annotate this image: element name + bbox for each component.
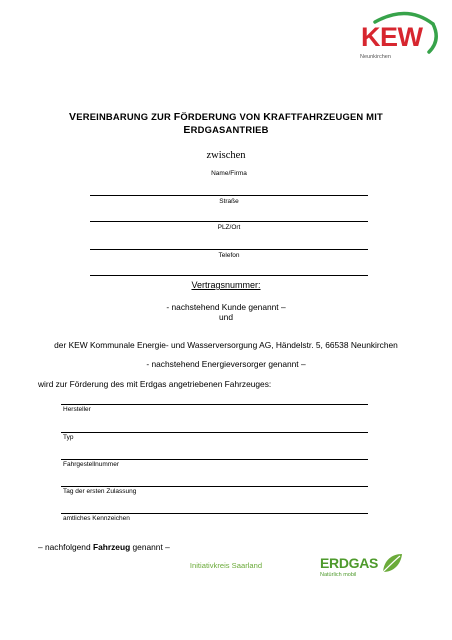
field-caption-city: PLZ/Ort <box>217 224 241 231</box>
field-caption-phone: Telefon <box>218 252 240 259</box>
erdgas-logo-subtext: Natürlich mobil <box>320 572 357 578</box>
title-cap: K <box>263 111 271 123</box>
field-caption-name: Name/Firma <box>211 170 247 177</box>
between-word: zwischen <box>206 150 246 161</box>
vehicle-role-bold: Fahrzeug <box>92 542 131 552</box>
erdgas-logo-text: ERDGAS <box>320 555 379 571</box>
field-line-manufacturer[interactable] <box>61 404 368 405</box>
supplier-line: der KEW Kommunale Energie- und Wasserversorgung AG, Händelstr. 5, 66538 Neunkirchen <box>54 340 398 350</box>
erdgas-logo <box>320 552 420 582</box>
field-line-city[interactable] <box>90 221 368 222</box>
field-line-license-plate[interactable] <box>61 513 368 514</box>
vehicle-label-type: Typ <box>63 434 74 441</box>
purpose-line: wird zur Förderung des mit Erdgas angetriebenen Fahrzeuges: <box>38 379 272 389</box>
title-rest: EREINBARUNG ZUR <box>76 111 174 122</box>
title-cap: E <box>183 124 191 136</box>
vehicle-label-manufacturer: Hersteller <box>63 406 91 413</box>
title-rest: RAFTFAHRZEUGEN MIT <box>271 111 383 122</box>
title-cap: F <box>173 111 181 123</box>
customer-role-line2: und <box>219 312 233 322</box>
vehicle-label-license-plate: amtliches Kennzeichen <box>63 515 130 522</box>
initiative-saarland-text: Initiativkreis Saarland <box>189 561 263 570</box>
vehicle-label-vin: Fahrgestellnummer <box>63 461 119 468</box>
document-title-line1 <box>60 111 392 123</box>
field-line-contract[interactable] <box>90 275 368 276</box>
supplier-role: - nachstehend Energieversorger genannt – <box>146 359 306 369</box>
field-line-street[interactable] <box>90 195 368 196</box>
field-caption-street: Straße <box>219 198 239 205</box>
field-line-registration-date[interactable] <box>61 486 368 487</box>
leaf-icon <box>380 552 404 576</box>
vehicle-role <box>38 542 170 552</box>
document-title-line2 <box>60 124 392 136</box>
title-cap: V <box>69 111 77 123</box>
vehicle-role-prefix: – nachfolgend <box>38 542 93 552</box>
kew-logo <box>355 10 441 66</box>
field-line-vin[interactable] <box>61 459 368 460</box>
kew-logo-text: KEW <box>361 22 423 52</box>
title-rest: ÖRDERUNG VON <box>180 111 264 122</box>
kew-logo-subtext: Neunkirchen <box>360 54 391 60</box>
field-line-type[interactable] <box>61 432 368 433</box>
vehicle-label-registration-date: Tag der ersten Zulassung <box>63 488 137 495</box>
field-line-phone[interactable] <box>90 249 368 250</box>
customer-role-line1: - nachstehend Kunde genannt – <box>166 302 286 312</box>
vehicle-role-suffix: genannt – <box>130 542 170 552</box>
contract-number-label: Vertragsnummer: <box>191 280 261 290</box>
title-rest: RDGASANTRIEB <box>190 124 269 135</box>
